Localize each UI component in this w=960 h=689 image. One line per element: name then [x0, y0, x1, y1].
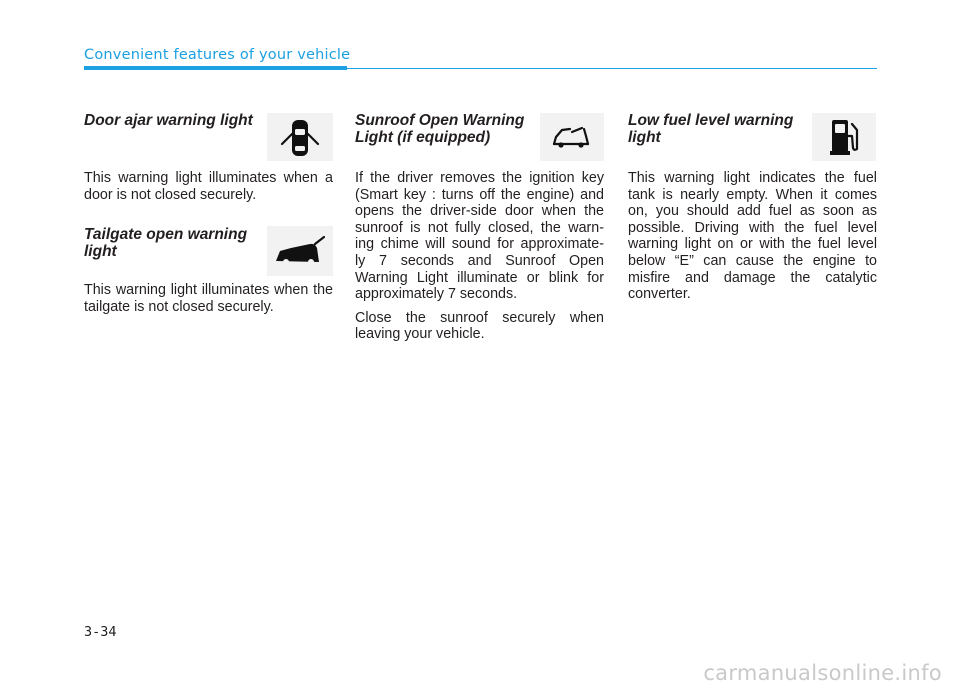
door-ajar-icon — [277, 116, 323, 158]
sunroof-open-icon — [548, 122, 596, 152]
low-fuel-title-line2: light — [628, 129, 661, 146]
sunroof-title-line2: Light (if equipped) — [355, 129, 491, 146]
sunroof-title-line1: Sunroof Open Warning — [355, 112, 525, 129]
door-ajar-paragraph: This warning light illuminates when a door is not closed securely. — [84, 170, 333, 203]
door-ajar-icon-box — [267, 113, 333, 161]
tailgate-title-line1: Tailgate open warning — [84, 226, 248, 243]
fuel-pump-icon — [826, 116, 862, 158]
sunroof-paragraph-2: Close the sunroof securely when leaving your vehicle. — [355, 309, 604, 343]
tailgate-description — [84, 282, 333, 322]
chapter-title: Convenient features of your vehicle — [84, 47, 351, 63]
header-rule-thin — [347, 68, 877, 69]
low-fuel-icon-box — [812, 113, 876, 161]
low-fuel-description — [628, 170, 877, 310]
sunroof-title — [355, 112, 540, 146]
tailgate-icon-box — [267, 226, 333, 276]
tailgate-open-icon — [271, 231, 329, 271]
watermark: carmanualsonline.info — [703, 661, 942, 685]
low-fuel-title-line1: Low fuel level warning — [628, 112, 794, 129]
low-fuel-paragraph: This warning light indicates the fuel tank is nearly empty. When it comes on, you should add fuel as soon as possible. Driving with the fuel level warning light on or with the fuel level below “E” can cause the engine to misfire and damage the catalytic converter. — [628, 170, 877, 303]
tailgate-title — [84, 226, 264, 260]
door-ajar-description — [84, 170, 333, 210]
tailgate-paragraph: This warning light illuminates when the tailgate is not closed securely. — [84, 282, 333, 315]
low-fuel-title — [628, 112, 808, 146]
door-ajar-title: Door ajar warning light — [84, 112, 253, 129]
header-rule-thick — [84, 66, 347, 70]
sunroof-icon-box — [540, 113, 604, 161]
sunroof-paragraph-1: If the driver removes the ignition key (Smart key : turns off the engine) and opens the driver-side door when the sunroof is not fully closed, the warn- ing chime will sound for approximate- ly 7 seconds and Sunroof Open Warning Light illuminate or blink for approximately 7 seconds. — [355, 170, 604, 303]
page-number: 3-34 — [84, 624, 117, 640]
tailgate-title-line2: light — [84, 243, 117, 260]
sunroof-description — [355, 170, 604, 350]
